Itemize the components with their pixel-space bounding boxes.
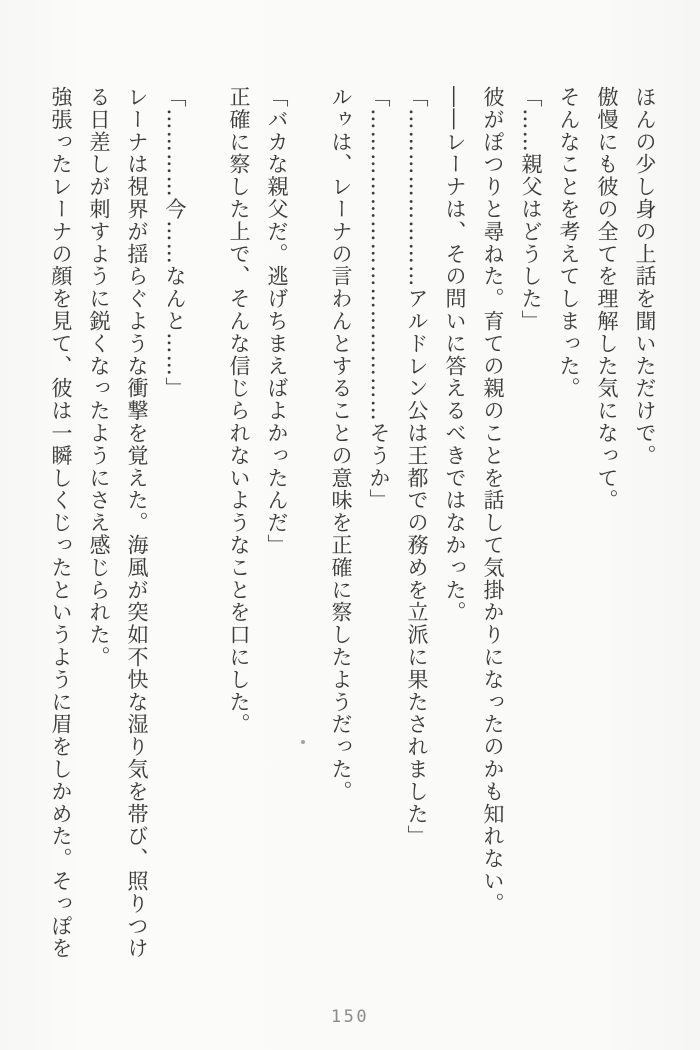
dialogue-line: 「…………今……なんと……」 bbox=[163, 86, 187, 400]
vertical-text-block bbox=[42, 86, 664, 970]
dialogue-line: 「……………………アルドレン公は王都での務めを立派に果たされました」 bbox=[405, 86, 429, 848]
narration-line: 正確に察した上で、そんな信じられないようなことを口にした。 bbox=[227, 86, 251, 736]
narration-line: そんなことを考えてしまった。 bbox=[557, 86, 581, 400]
page-number: 150 bbox=[330, 1007, 370, 1027]
narration-line: 彼がぽつりと尋ねた。育ての親のことを話して気掛かりになったのかも知れない。 bbox=[481, 86, 505, 915]
dialogue-line: 「バカな親父だ。逃げちまえばよかったんだ」 bbox=[265, 86, 289, 557]
narration-line: レーナは視界が揺らぐような衝撃を覚えた。海風が突如不快な湿り気を帯び、照りつける日差しが刺すように鋭くなったようにさえ感じられた。 bbox=[87, 86, 149, 960]
narration-line: ――レーナは、その問いに答えるべきではなかった。 bbox=[443, 86, 467, 624]
narration-line: 強張ったレーナの顔を見て、彼は一瞬しくじったというように眉をしかめた。そっぽを bbox=[49, 86, 73, 960]
dialogue-line: 「……親父はどうした」 bbox=[519, 86, 543, 333]
narration-line: ルゥは、レーナの言わんとすることの意味を正確に察したようだった。 bbox=[329, 86, 353, 803]
dialogue-line: 「……………………………………そうか」 bbox=[367, 86, 391, 512]
scan-ink-speck bbox=[301, 740, 305, 744]
narration-line: ほんの少し身の上話を聞いただけで。 bbox=[633, 86, 657, 467]
narration-line: 傲慢にも彼の全てを理解した気になって。 bbox=[595, 86, 619, 512]
